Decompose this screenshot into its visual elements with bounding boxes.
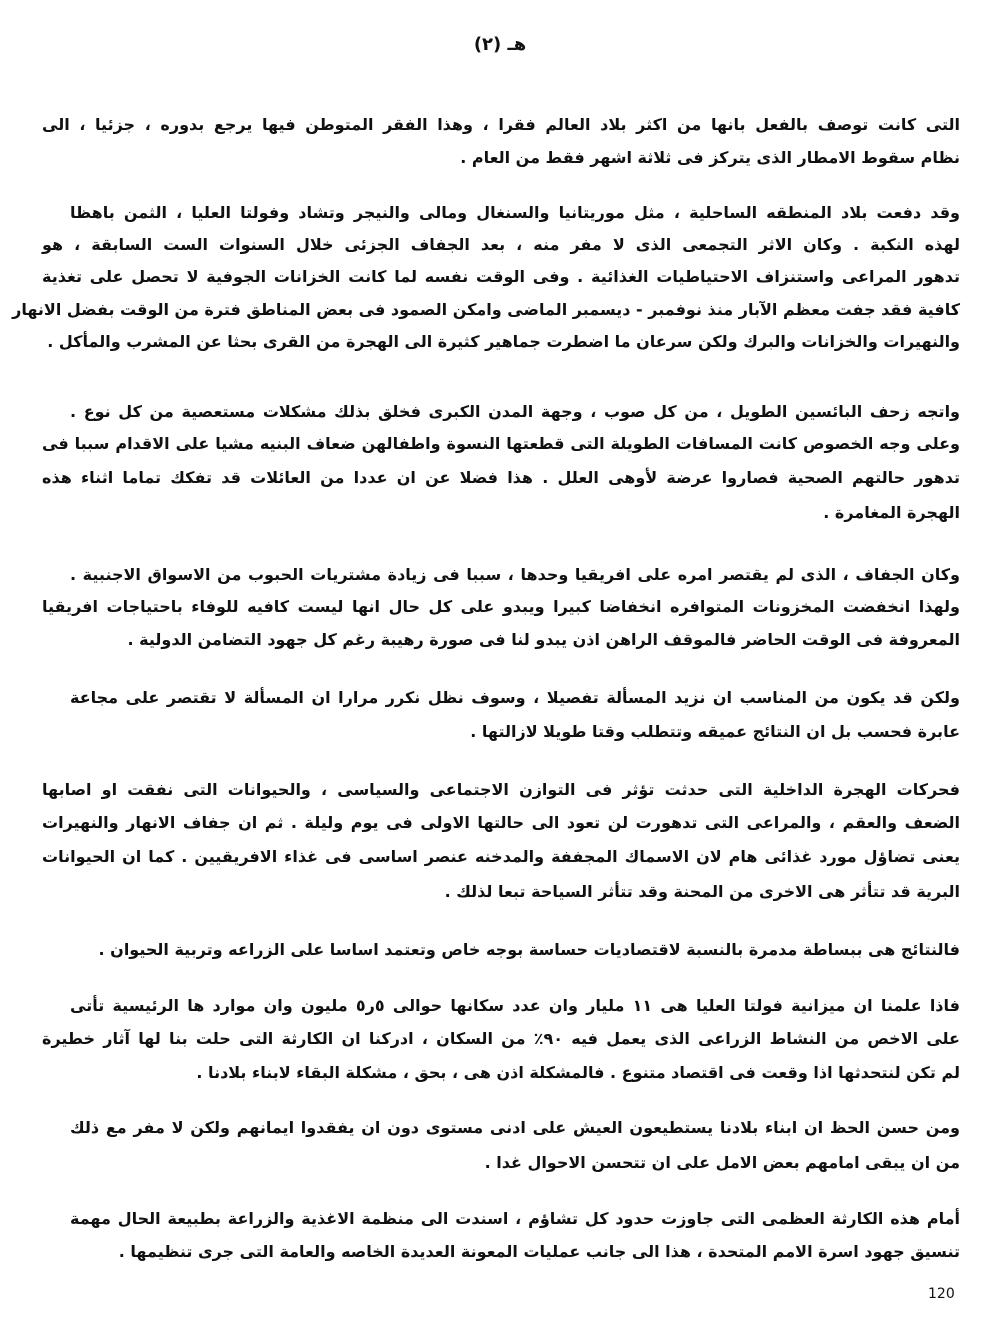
text-line: ولكن قد يكون من المناسب ان نزيد المسألة تفصيلا ، وسوف نظل نكرر مرارا ان المسألة لا تقتصر على مجاعة — [70, 688, 960, 707]
text-line: فاذا علمنا ان ميزانية فولتا العليا هى ١١ مليار وان عدد سكانها حوالى ٥ر٥ مليون وان موارد ها الرئيسية تأتى — [70, 996, 961, 1015]
text-line: كافية فقد جفت معظم الآبار منذ نوفمبر - ديسمبر الماضى وامكن الصمود فى بعض المناطق فترة من الوقت بفضل الانهار — [12, 300, 960, 319]
text-line: المعروفة فى الوقت الحاضر فالموقف الراهن اذن يبدو لنا فى صورة رهيبة رغم كل جهود التضامن الدولية . — [127, 630, 960, 649]
text-line: تنسيق جهود اسرة الامم المتحدة ، هذا الى جانب عمليات المعونة العديدة الخاصه والعامة التى جرى تنظيمها . — [118, 1242, 960, 1261]
text-line: ولهذا انخفضت المخزونات المتوافره انخفاضا كبيرا ويبدو على كل حال انها ليست كافيه للوفاء باحتياجات افريقيا — [42, 597, 960, 616]
text-line: يعنى تضاؤل مورد غذائى هام لان الاسماك المجففة والمدخنه عنصر اساسى فى غذاء الافريقيين . كما ان الحيوانات — [42, 847, 960, 866]
page-number: 120 — [928, 1286, 955, 1302]
text-line: واتجه زحف البائسين الطويل ، من كل صوب ، وجهة المدن الكبرى فخلق بذلك مشكلات مستعصية من كل نوع . — [70, 402, 960, 421]
text-line: فحركات الهجرة الداخلية التى حدثت تؤثر فى التوازن الاجتماعى والسياسى ، والحيوانات التى نفقت او اصابها — [42, 780, 960, 799]
page-header: هـ (٢) — [473, 34, 527, 55]
text-line: تدهور المراعى واستنزاف الاحتياطيات الغذائية . وفى الوقت نفسه لما كانت الخزانات الجوفية لا تحصل على تغذية — [42, 267, 960, 286]
text-line: عابرة فحسب بل ان النتائج عميقه وتتطلب وقتا طويلا لازالتها . — [470, 722, 960, 741]
text-line: من ان يبقى امامهم بعض الامل على ان تتحسن الاحوال غدا . — [484, 1153, 960, 1172]
text-line: التى كانت توصف بالفعل بانها من اكثر بلاد العالم فقرا ، وهذا الفقر المتوطن فيها يرجع بدوره ، جزئيا ، الى — [42, 115, 960, 134]
text-line: فالنتائج هى ببساطة مدمرة بالنسبة لاقتصاديات حساسة بوجه خاص وتعتمد اساسا على الزراعه وتربية الحيوان . — [98, 940, 960, 959]
text-line: ومن حسن الحظ ان ابناء بلادنا يستطيعون العيش على ادنى مستوى دون ان يفقدوا ايمانهم ولكن لا مفر مع ذلك — [70, 1118, 960, 1137]
text-line: لم تكن لنتحدثها اذا وقعت فى اقتصاد متنوع . فالمشكلة اذن هى ، بحق ، مشكلة البقاء لابناء بلادنا . — [196, 1063, 960, 1082]
text-line: تدهور حالتهم الصحية فصاروا عرضة لأوهى العلل . هذا فضلا عن ان عددا من العائلات قد تفكك تماما اثناء هذه — [42, 468, 960, 487]
text-line: والنهيرات والخزانات والبرك ولكن سرعان ما اضطرت جماهير كثيرة الى الهجرة من القرى بحثا عن المشرب والمأكل . — [47, 332, 960, 351]
text-line: على الاخص من النشاط الزراعى الذى يعمل فيه ٩٠٪ من السكان ، ادركنا ان الكارثة التى حلت بنا لها آثار خطيرة — [42, 1029, 960, 1048]
text-line: نظام سقوط الامطار الذى يتركز فى ثلاثة اشهر فقط من العام . — [460, 148, 960, 167]
text-line: وعلى وجه الخصوص كانت المسافات الطويلة التى قطعتها النسوة واطفالهن ضعاف البنيه مشيا على الاقدام سببا فى — [42, 434, 960, 453]
text-line: الهجرة المغامرة . — [823, 503, 960, 522]
text-line: البرية قد تتأثر هى الاخرى من المحنة وقد تتأثر السياحة تبعا لذلك . — [444, 882, 960, 901]
text-line: الضعف والعقم ، والمراعى التى تدهورت لن تعود الى حالتها الاولى فى يوم وليلة . ثم ان جفاف الانهار والنهيرات — [42, 813, 960, 832]
text-line: أمام هذه الكارثة العظمى التى جاوزت حدود كل تشاؤم ، اسندت الى منظمة الاغذية والزراعة بطبيعة الحال مهمة — [70, 1209, 960, 1228]
text-line: وقد دفعت بلاد المنطقه الساحلية ، مثل موريتانيا والسنغال ومالى والنيجر وتشاد وفولتا العليا ، الثمن باهظا — [70, 203, 960, 222]
text-line: لهذه النكبة . وكان الاثر التجمعى الذى لا مفر منه ، بعد الجفاف الجزئى خلال السنوات الست السابقة ، هو — [42, 235, 960, 254]
text-line: وكان الجفاف ، الذى لم يقتصر امره على افريقيا وحدها ، سببا فى زيادة مشتريات الحبوب من الاسواق الاجنبية . — [70, 565, 960, 584]
